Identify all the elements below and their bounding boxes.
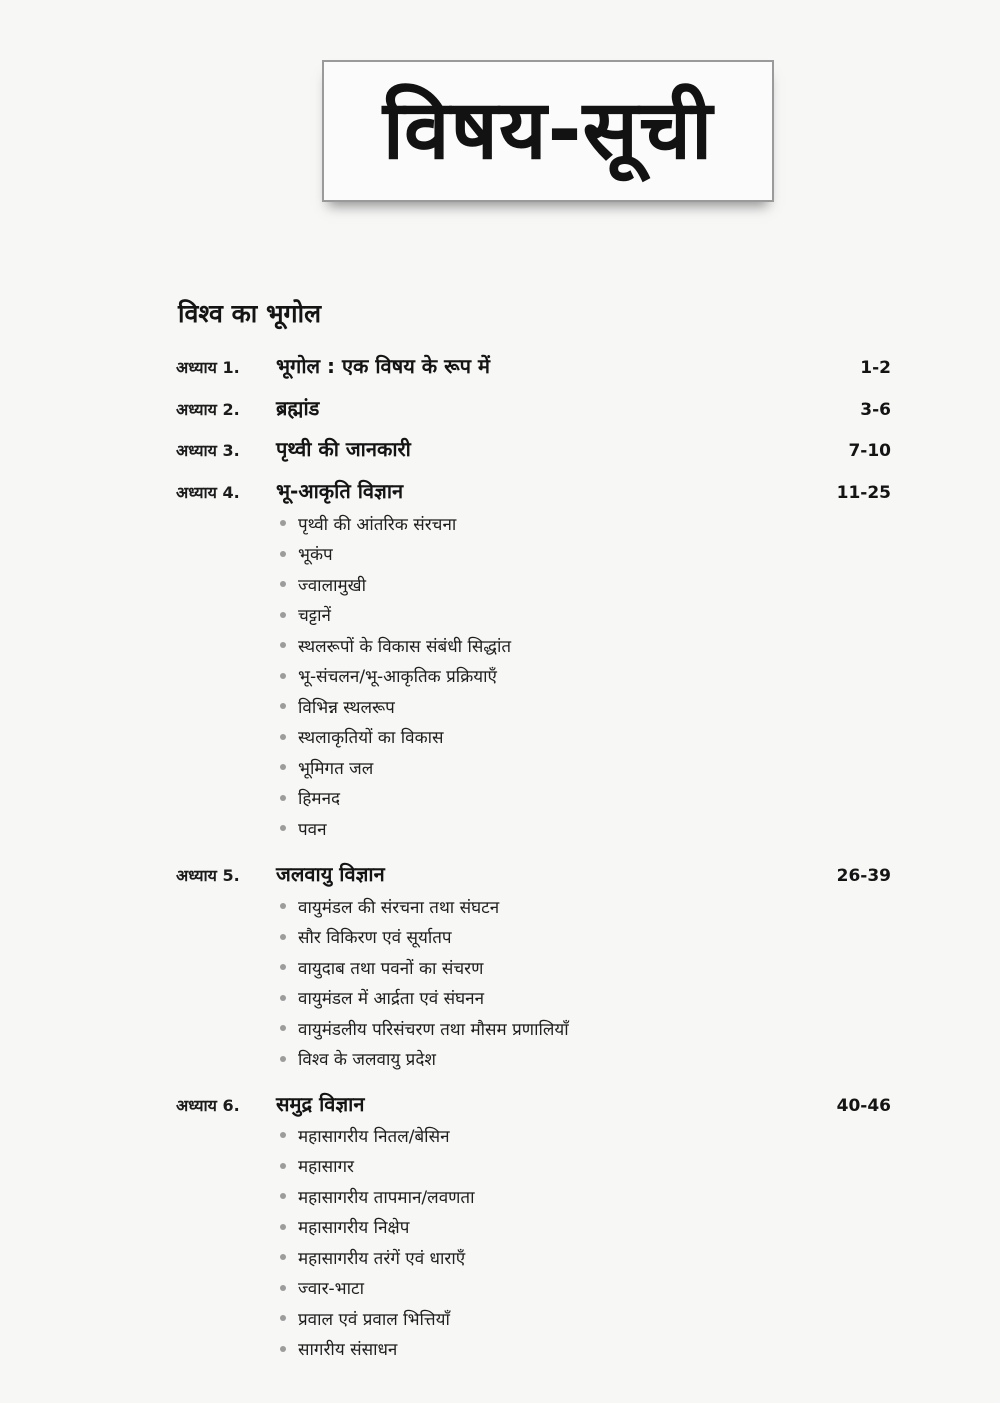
chapter-3[interactable] <box>176 435 891 465</box>
bullet-icon <box>280 581 286 587</box>
chapter-pages: 7-10 <box>848 441 891 461</box>
chapter-pages: 26-39 <box>836 866 891 886</box>
list-item[interactable]: वायुदाब तथा पवनों का संचरण <box>280 952 569 983</box>
list-item[interactable]: विश्व के जलवायु प्रदेश <box>280 1044 569 1075</box>
list-item[interactable]: ज्वालामुखी <box>280 569 511 600</box>
list-item[interactable]: सौर विकिरण एवं सूर्यातप <box>280 922 569 953</box>
list-item[interactable]: वायुमंडल की संरचना तथा संघटन <box>280 891 569 922</box>
bullet-icon <box>280 964 286 970</box>
list-item[interactable]: ज्वार-भाटा <box>280 1273 475 1304</box>
bullet-icon <box>280 1025 286 1031</box>
bullet-icon <box>280 1254 286 1260</box>
chapter-title: समुद्र विज्ञान <box>276 1092 365 1116</box>
list-item[interactable]: महासागरीय निक्षेप <box>280 1212 475 1243</box>
bullet-icon <box>280 1132 286 1138</box>
bullet-icon <box>280 520 286 526</box>
list-item[interactable]: स्थलरूपों के विकास संबंधी सिद्धांत <box>280 630 511 661</box>
chapter-title: भू-आकृति विज्ञान <box>276 479 404 503</box>
bullet-icon <box>280 703 286 709</box>
chapter-pages: 11-25 <box>836 483 891 503</box>
chapter-6-topics <box>280 1120 475 1364</box>
list-item[interactable]: पवन <box>280 813 511 844</box>
chapter-2[interactable] <box>176 394 891 424</box>
bullet-icon <box>280 551 286 557</box>
chapter-label: अध्याय 2. <box>176 400 240 419</box>
list-item[interactable]: वायुमंडल में आर्द्रता एवं संघनन <box>280 983 569 1014</box>
list-item[interactable]: सागरीय संसाधन <box>280 1334 475 1365</box>
bullet-icon <box>280 995 286 1001</box>
list-item[interactable]: चट्टानें <box>280 600 511 631</box>
bullet-icon <box>280 1056 286 1062</box>
bullet-icon <box>280 795 286 801</box>
chapter-label: अध्याय 4. <box>176 483 240 502</box>
chapter-pages: 3-6 <box>860 400 891 420</box>
bullet-icon <box>280 1346 286 1352</box>
chapter-6[interactable] <box>176 1090 891 1120</box>
bullet-icon <box>280 1285 286 1291</box>
list-item[interactable]: भूमिगत जल <box>280 752 511 783</box>
chapter-title: भूगोल : एक विषय के रूप में <box>276 354 490 378</box>
list-item[interactable]: पृथ्वी की आंतरिक संरचना <box>280 508 511 539</box>
chapter-pages: 1-2 <box>860 358 891 378</box>
list-item[interactable]: महासागरीय तरंगें एवं धाराएँ <box>280 1242 475 1273</box>
bullet-icon <box>280 612 286 618</box>
bullet-icon <box>280 1163 286 1169</box>
list-item[interactable]: प्रवाल एवं प्रवाल भित्तियाँ <box>280 1303 475 1334</box>
bullet-icon <box>280 734 286 740</box>
bullet-icon <box>280 903 286 909</box>
chapter-label: अध्याय 3. <box>176 441 240 460</box>
bullet-icon <box>280 1224 286 1230</box>
bullet-icon <box>280 825 286 831</box>
list-item[interactable]: हिमनद <box>280 783 511 814</box>
chapter-label: अध्याय 5. <box>176 866 240 885</box>
chapter-label: अध्याय 1. <box>176 358 240 377</box>
chapter-4-topics <box>280 508 511 844</box>
chapter-pages: 40-46 <box>836 1096 891 1116</box>
bullet-icon <box>280 764 286 770</box>
chapter-label: अध्याय 6. <box>176 1096 240 1115</box>
bullet-icon <box>280 642 286 648</box>
list-item[interactable]: महासागरीय तापमान/लवणता <box>280 1181 475 1212</box>
bullet-icon <box>280 673 286 679</box>
page-title: विषय-सूची <box>382 83 714 178</box>
chapter-1[interactable] <box>176 352 891 382</box>
chapter-5[interactable] <box>176 860 891 890</box>
bullet-icon <box>280 1315 286 1321</box>
bullet-icon <box>280 1193 286 1199</box>
section-heading: विश्व का भूगोल <box>178 299 322 328</box>
chapter-title: जलवायु विज्ञान <box>276 862 385 886</box>
chapter-title: पृथ्वी की जानकारी <box>276 437 411 461</box>
list-item[interactable]: वायुमंडलीय परिसंचरण तथा मौसम प्रणालियाँ <box>280 1013 569 1044</box>
list-item[interactable]: महासागर <box>280 1151 475 1182</box>
bullet-icon <box>280 934 286 940</box>
list-item[interactable]: स्थलाकृतियों का विकास <box>280 722 511 753</box>
list-item[interactable]: विभिन्न स्थलरूप <box>280 691 511 722</box>
chapter-4[interactable] <box>176 477 891 507</box>
chapter-5-topics <box>280 891 569 1074</box>
list-item[interactable]: भूकंप <box>280 539 511 570</box>
list-item[interactable]: महासागरीय नितल/बेसिन <box>280 1120 475 1151</box>
chapter-title: ब्रह्मांड <box>276 396 320 420</box>
list-item[interactable]: भू-संचलन/भू-आकृतिक प्रक्रियाएँ <box>280 661 511 692</box>
